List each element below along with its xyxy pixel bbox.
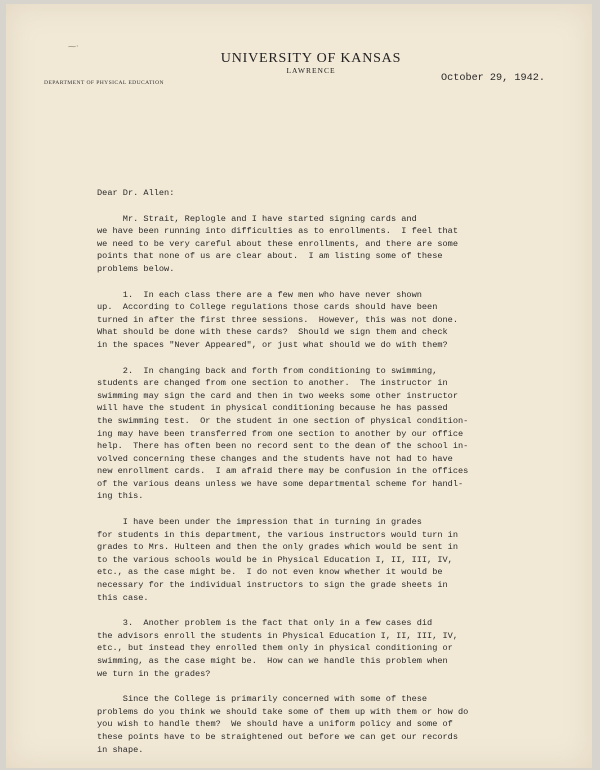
- text-line: new enrollment cards. I am afraid there may be confusion in the offices: [97, 466, 469, 477]
- text-line: turned in after the first three sessions. However, this was not done.: [97, 314, 458, 325]
- text-line: in shape.: [97, 744, 144, 755]
- paragraph: [97, 365, 577, 504]
- text-line: Mr. Strait, Replogle and I have started signing cards and: [97, 213, 417, 224]
- text-line: will have the student in physical conditioning because he has passed: [97, 403, 448, 414]
- letterhead: [211, 51, 411, 76]
- paragraph: [97, 516, 577, 604]
- text-line: we need to be very careful about these enrollments, and there are some: [97, 238, 458, 249]
- university-name: UNIVERSITY OF KANSAS: [220, 51, 402, 66]
- paragraph: [97, 289, 577, 352]
- text-line: in the spaces "Never Appeared", or just what should we do with them?: [97, 339, 448, 350]
- text-line: Since the College is primarily concerned with some of these: [97, 694, 428, 705]
- text-line: we turn in the grades?: [97, 668, 211, 679]
- letter-page: [6, 4, 592, 768]
- letter-date: October 29, 1942.: [441, 73, 545, 84]
- university-city: LAWRENCE: [286, 66, 336, 75]
- text-line: of the various deans unless we have some departmental scheme for handl-: [97, 478, 464, 489]
- text-line: points that none of us are clear about. I am listing some of these: [97, 251, 443, 262]
- text-line: swimming may sign the card and then in two weeks some other instructor: [97, 390, 458, 401]
- text-line: etc., as the case might be. I do not even know whether it would be: [97, 567, 443, 578]
- salutation: Dear Dr. Allen:: [97, 188, 175, 198]
- text-line: ing this.: [97, 491, 144, 502]
- paragraph: [97, 617, 577, 680]
- letter-body: [97, 187, 577, 756]
- text-line: help. There has often been no record sent to the dean of the school in-: [97, 441, 469, 452]
- text-line: the swimming test. Or the student in one section of physical condition-: [97, 415, 469, 426]
- text-line: up. According to College regulations those cards should have been: [97, 302, 438, 313]
- text-line: I have been under the impression that in turning in grades: [97, 517, 422, 528]
- text-line: to the various schools would be in Physical Education I, II, III, IV,: [97, 554, 453, 565]
- text-line: you wish to handle them? We should have a uniform policy and some of: [97, 719, 453, 730]
- text-line: 2. In changing back and forth from conditioning to swimming,: [97, 365, 438, 376]
- text-line: problems do you think we should take some of them up with them or how do: [97, 706, 469, 717]
- text-line: the advisors enroll the students in Physical Education I, II, III, IV,: [97, 630, 458, 641]
- text-line: for students in this department, the various instructors would turn in: [97, 529, 458, 540]
- text-line: ing may have been transferred from one section to another by our office: [97, 428, 464, 439]
- paragraph: [97, 213, 577, 276]
- text-line: What should be done with these cards? Should we sign them and check: [97, 327, 448, 338]
- text-line: 3. Another problem is the fact that only in a few cases did: [97, 618, 433, 629]
- text-line: students are changed from one section to another. The instructor in: [97, 378, 448, 389]
- text-line: volved concerning these changes and the students have not had to have: [97, 453, 453, 464]
- text-line: 1. In each class there are a few men who have never shown: [97, 289, 422, 300]
- department-name: DEPARTMENT OF PHYSICAL EDUCATION: [44, 80, 164, 86]
- paragraphs: [97, 213, 577, 757]
- text-line: this case.: [97, 592, 149, 603]
- text-line: swimming, as the case might be. How can we handle this problem when: [97, 656, 448, 666]
- text-line: etc., but instead they enrolled them only in physical conditioning or: [97, 643, 453, 654]
- text-line: necessary for the individual instructors to sign the grade sheets in: [97, 580, 448, 591]
- text-line: we have been running into difficulties as to enrollments. I feel that: [97, 226, 458, 237]
- text-line: grades to Mrs. Hulteen and then the only grades which would be sent in: [97, 542, 458, 553]
- paragraph: [97, 693, 577, 756]
- text-line: problems below.: [97, 263, 175, 274]
- ink-mark-icon: ⁓·: [68, 42, 79, 51]
- text-line: these points have to be straightened out before we can get our records: [97, 731, 458, 742]
